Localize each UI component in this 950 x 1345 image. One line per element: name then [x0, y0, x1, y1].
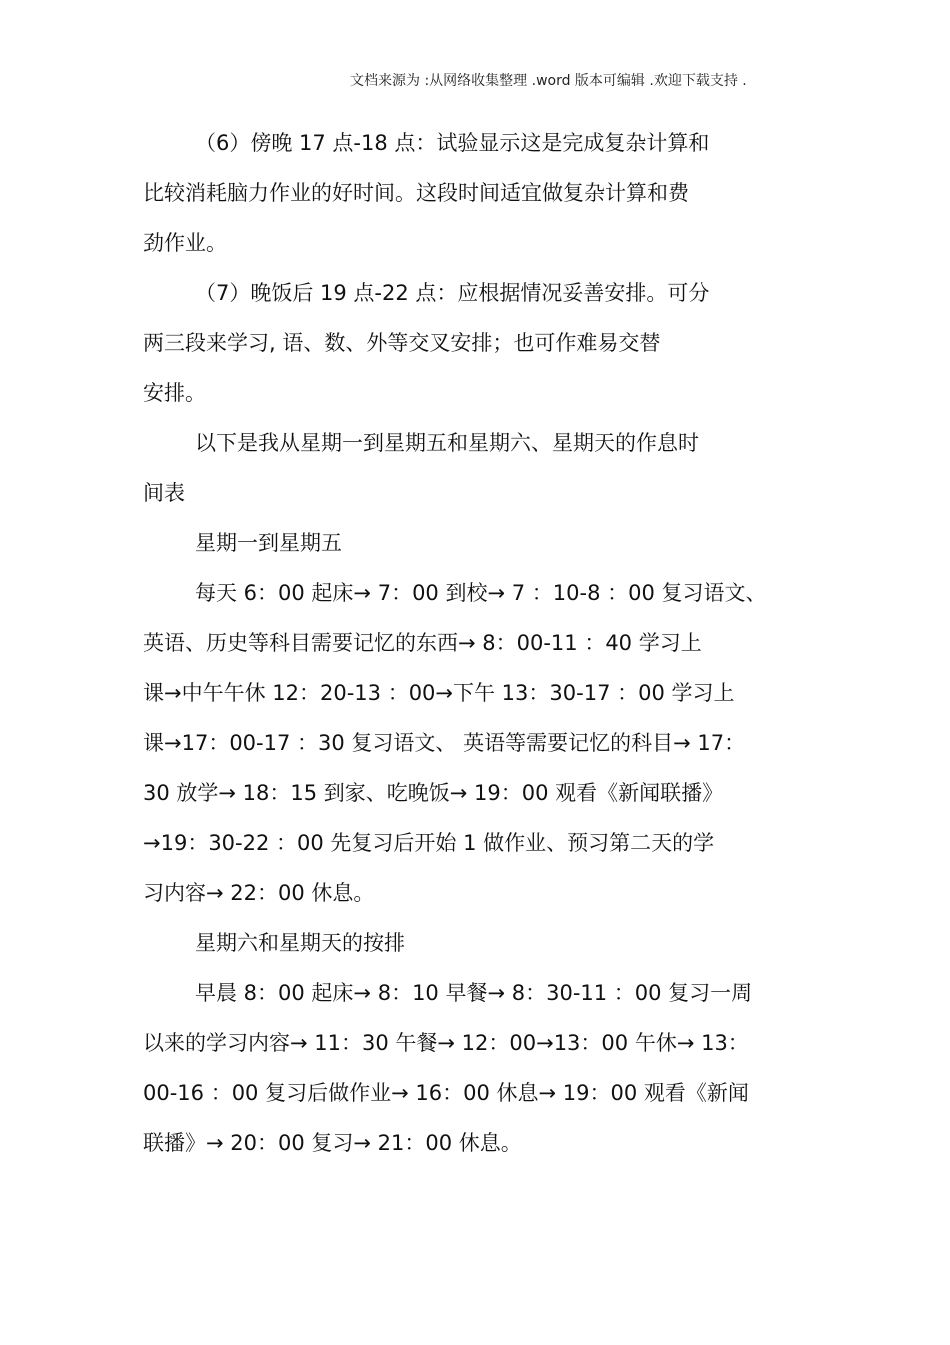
paragraph-line: 早晨 8：00 起床→ 8：10 早餐→ 8：30-11 ：00 复习一周	[195, 981, 753, 1005]
section-heading-weekend: 星期六和星期天的按排	[195, 931, 405, 955]
paragraph-line: 以来的学习内容→ 11：30 午餐→ 12：00→13：00 午休→ 13：	[143, 1031, 749, 1055]
section-heading-weekday: 星期一到星期五	[195, 531, 342, 555]
paragraph-line: 英语、历史等科目需要记忆的东西→ 8：00-11 ：40 学习上	[143, 631, 702, 655]
paragraph-line: 间表	[143, 481, 185, 505]
paragraph-line: 每天 6：00 起床→ 7：00 到校→ 7 ：10-8 ：00 复习语文、	[195, 581, 767, 605]
paragraph-line: 以下是我从星期一到星期五和星期六、星期天的作息时	[195, 431, 699, 455]
paragraph-line: （6）傍晚 17 点-18 点：试验显示这是完成复杂计算和	[195, 131, 710, 155]
paragraph-line: 安排。	[143, 381, 206, 405]
paragraph-line: 两三段来学习, 语、数、外等交叉安排；也可作难易交替	[143, 331, 661, 355]
paragraph-line: 课→中午午休 12：20-13 ：00→下午 13：30-17 ：00 学习上	[143, 681, 735, 705]
paragraph-line: 比较消耗脑力作业的好时间。这段时间适宜做复杂计算和费	[143, 181, 689, 205]
document-body	[143, 118, 808, 1168]
paragraph-line: （7）晚饭后 19 点-22 点：应根据情况妥善安排。可分	[195, 281, 710, 305]
paragraph-line: 30 放学→ 18：15 到家、吃晚饭→ 19：00 观看《新闻联播》	[143, 781, 724, 805]
paragraph-line: 课→17：00-17 ：30 复习语文、 英语等需要记忆的科目→ 17：	[143, 731, 746, 755]
paragraph-line: 00-16 ：00 复习后做作业→ 16：00 休息→ 19：00 观看《新闻	[143, 1081, 749, 1105]
page-header-source-note: 文档来源为 :从网络收集整理 .word 版本可编辑 .欢迎下载支持 .	[350, 73, 747, 89]
paragraph-line: →19：30-22 ：00 先复习后开始 1 做作业、预习第二天的学	[143, 831, 715, 855]
paragraph-line: 习内容→ 22：00 休息。	[143, 881, 375, 905]
paragraph-line: 劲作业。	[143, 231, 227, 255]
paragraph-line: 联播》→ 20：00 复习→ 21：00 休息。	[143, 1131, 522, 1155]
